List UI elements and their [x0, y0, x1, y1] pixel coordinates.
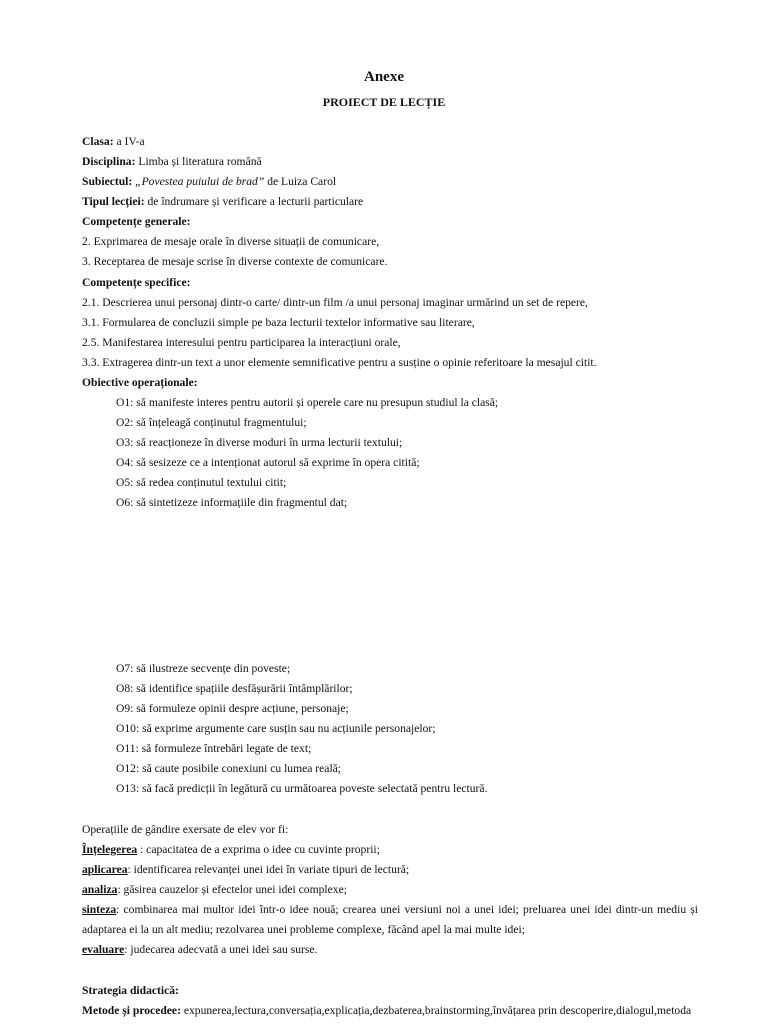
competenta-specifica-item: 3.1. Formularea de concluzii simple pe baza lecturii textelor informative sau literare, [82, 316, 475, 329]
metode-line [82, 1004, 691, 1018]
obiectiv-item: O9: să formuleze opinii despre acțiune, personaje; [116, 702, 349, 715]
disciplina-line [82, 155, 262, 169]
obiectiv-item: O13: să facă predicții în legătură cu următoarea poveste selectată pentru lectură. [116, 782, 488, 795]
sinteza-line [82, 903, 698, 917]
obiectiv-item: O12: să caute posibile conexiuni cu lumea reală; [116, 762, 342, 775]
competenta-generala-item: 3. Receptarea de mesaje scrise în diverse contexte de comunicare. [82, 255, 388, 268]
obiectiv-item: O5: să redea conținutul textului citit; [116, 476, 287, 489]
obiectiv-item: O1: să manifeste interes pentru autorii și operele care nu presupun studiul la clasă; [116, 396, 499, 409]
sinteza-text: : combinarea mai multor idei într-o idee nouă; crearea unei versiuni noi a unei idei; preluarea unei idei dintr-un mediu și [116, 903, 698, 916]
obiectiv-item: O11: să formuleze întrebări legate de text; [116, 742, 312, 755]
evaluare-text: : judecarea adecvată a unei idei sau surse. [124, 943, 318, 956]
clasa-label: Clasa: [82, 135, 114, 148]
strategia-heading: Strategia didactică: [82, 984, 179, 997]
operatii-intro: Operațiile de gândire exersate de elev vor fi: [82, 823, 289, 836]
evaluare-term: evaluare [82, 943, 125, 956]
competenta-specifica-item: 2.5. Manifestarea interesului pentru participarea la interacțiuni orale, [82, 336, 401, 349]
page-title: Anexe [364, 69, 404, 85]
obiectiv-item: O4: să sesizeze ce a intenționat autorul să exprime în opera citită; [116, 456, 420, 469]
tipul-value: de îndrumare și verificare a lecturii particulare [144, 195, 364, 208]
disciplina-label: Disciplina: [82, 155, 136, 168]
obiectiv-item: O2: să înțeleagă conținutul fragmentului; [116, 416, 307, 429]
clasa-value: a IV-a [113, 135, 145, 148]
obiectiv-item: O7: să ilustreze secvențe din poveste; [116, 662, 291, 675]
aplicarea-term: aplicarea [82, 863, 128, 876]
evaluare-line [82, 943, 317, 957]
competente-specifice-heading: Competențe specifice: [82, 276, 191, 289]
intelegerea-text: : capacitatea de a exprima o idee cu cuvinte proprii; [137, 843, 380, 856]
obiective-heading: Obiective operaționale: [82, 376, 198, 389]
obiectiv-item: O10: să exprime argumente care susțin sau nu acțiunile personajelor; [116, 722, 436, 735]
analiza-text: : găsirea cauzelor și efectelor unei idei complexe; [117, 883, 347, 896]
competenta-specifica-item: 2.1. Descrierea unui personaj dintr-o carte/ dintr-un film /a unui personaj imaginar urmărind un set de repere, [82, 296, 588, 309]
disciplina-value: Limba și literatura română [135, 155, 262, 168]
competenta-specifica-item: 3.3. Extragerea dintr-un text a unor elemente semnificative pentru a susține o opinie referitoare la mesajul citit. [82, 356, 597, 369]
clasa-line [82, 135, 145, 149]
competenta-generala-item: 2. Exprimarea de mesaje orale în diverse situații de comunicare, [82, 235, 380, 248]
aplicarea-line [82, 863, 409, 877]
page-subtitle: PROIECT DE LECȚIE [322, 95, 446, 109]
sinteza-term: sinteza [82, 903, 117, 916]
metode-value: expunerea,lectura,conversația,explicația,dezbaterea,brainstorming,învățarea prin descoperire,dialogul,metoda [180, 1004, 692, 1017]
subiectul-title: „Povestea puiului de brad” [135, 175, 265, 188]
competente-generale-heading: Competențe generale: [82, 215, 191, 228]
subiectul-line [82, 175, 336, 189]
tipul-label: Tipul lecției: [82, 195, 145, 208]
sinteza-continuation: adaptarea ei la un alt mediu; rezolvarea unei probleme complexe, făcând apel la mai multe idei; [82, 923, 525, 936]
obiectiv-item: O6: să sintetizeze informațiile din fragmentul dat; [116, 496, 348, 509]
obiectiv-item: O8: să identifice spațiile desfășurării întâmplărilor; [116, 682, 353, 695]
intelegerea-term: Înțelegerea [82, 843, 138, 856]
subiectul-label: Subiectul: [82, 175, 133, 188]
obiectiv-item: O3: să reacționeze în diverse moduri în urma lecturii textului; [116, 436, 403, 449]
analiza-line [82, 883, 347, 897]
metode-label: Metode și procedee: [82, 1004, 181, 1017]
tipul-line [82, 195, 363, 209]
subiectul-author: de Luiza Carol [264, 175, 337, 188]
analiza-term: analiza [82, 883, 118, 896]
aplicarea-text: : identificarea relevanței unei idei în variate tipuri de lectură; [127, 863, 410, 876]
intelegerea-line [82, 843, 380, 857]
